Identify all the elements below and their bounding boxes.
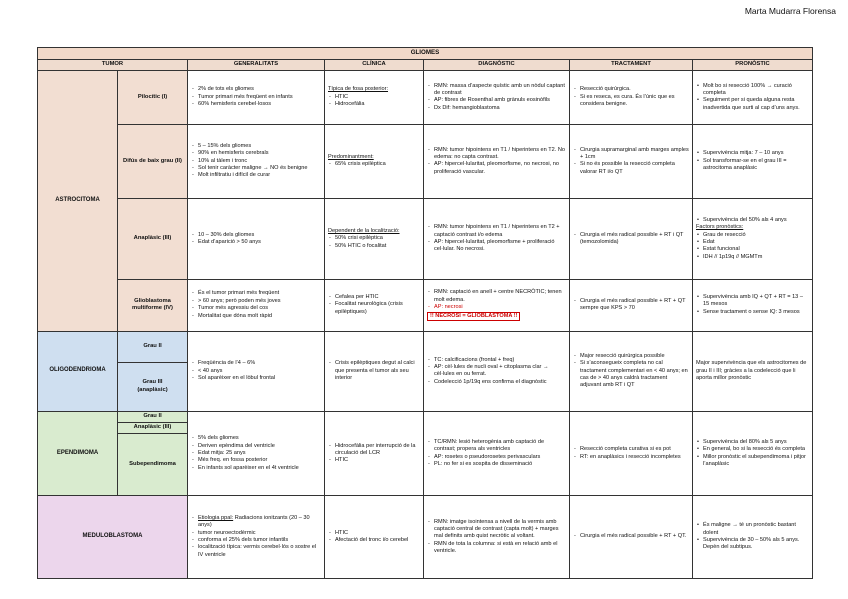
header-generalitats: GENERALITATS (188, 59, 325, 70)
difus-generalitats: - 5 – 15% dels gliomes - 90% en hemisferis cerebrals - 10% al tàlem i tronc - Sol tenir caràcter maligne → NO és benigne - Molt infiltratiu i difícil de curar (188, 124, 325, 198)
glioblastoma-diagnostic: - RMN: captació en anell + centre NECRÒTIC; tenen molt edema. - AP: necrosi !! NECROSI = GLIOBLASTOMA !! (424, 279, 570, 331)
pilocitic-diagnostic: - RMN: massa d’aspecte quístic amb un nòdul captant de contrast - AP: fibres de Rosenthal amb grànuls eosinòfils - Dx Dif: hemangioblastoma (424, 70, 570, 124)
subtype-oligo-grau-iii: Grau III (anaplàsic) (118, 362, 188, 412)
epend-pronostic: • Supervivència del 80% als 5 anys • En general, bo si la resecció és completa • Millor pronòstic el subependimoma i pitjor l’anaplàsic (693, 412, 813, 496)
pilocitic-clinica: Típica de fosa posterior: - HTIC - Hidrocefàlia (325, 70, 424, 124)
epend-clinica: - Hidrocefàlia per interrupció de la circulació del LCR - HTIC (325, 412, 424, 496)
gliomes-table (37, 47, 813, 579)
medulo-generalitats: - Etiologia ppal: Radiacions ionitzants (20 – 30 anys) - tumor neuroectodèrmic - conforma el 25% dels tumor infantils - localització típica: vermis cerebel·lós o sostre el IV ventricle (188, 496, 325, 579)
medulo-clinica: - HTIC - Afectació del tronc i/o cerebel (325, 496, 424, 579)
subtype-epend-grau-ii: Grau II (118, 412, 188, 423)
group-oligodendrioma: OLIGODENDRIOMA (38, 331, 118, 412)
difus-clinica: Predominantment: - 65% crisis epilèptica (325, 124, 424, 198)
anaplasic-diagnostic: - RMN: tumor hipointens en T1 / hiperintens en T2 + captació contrast i/o edema - AP: hipercel·lularitat, pleomorfisme + proliferació cel·lular. No necrosi. (424, 199, 570, 280)
group-meduloblastoma: MEDULOBLASTOMA (38, 496, 188, 579)
difus-pronostic: • Supervivència mitja: 7 – 10 anys • Sol transformar-se en el grau III = astrocitoma anaplàsic (693, 124, 813, 198)
medulo-tractament: - Cirurgia el més radical possible + RT + QT. (570, 496, 693, 579)
subtype-oligo-grau-ii: Grau II (118, 331, 188, 362)
group-astrocitoma: ASTROCITOMA (38, 70, 118, 331)
difus-diagnostic: - RMN: tumor hipointens en T1 / hiperintens en T2. No edema: no capta contrast. - AP: hipercel·lularitat, pleomorfisme, no necrosi, no proliferació vascular. (424, 124, 570, 198)
epend-diagnostic: - TC/RMN: lesió heterogènia amb captació de contrast; propera als ventricles - AP: rosetes o pseudorosetes perivasculars - PL: no fer si es sospita de disseminació (424, 412, 570, 496)
header-tumor: TUMOR (38, 59, 188, 70)
glioblastoma-pronostic: • Supervivència amb IQ + QT + RT = 13 – 15 mesos • Sense tractament o sense IQ: 3 mesos (693, 279, 813, 331)
oligo-clinica: - Crisis epilèptiques degut al calci que presenta el tumor als seu interior (325, 331, 424, 412)
header-clinica: CLÍNICA (325, 59, 424, 70)
header-pronostic: PRONÒSTIC (693, 59, 813, 70)
table-title: GLIOMES (38, 48, 813, 60)
oligo-tractament: - Major resecció quirúrgica possible - Si s’aconsegueix completa no cal tractament complementari en < 40 anys; en cas de > 40 anys caldrà tractament adjuvant amb RT i QT (570, 331, 693, 412)
pilocitic-generalitats: - 2% de tots els gliomes - Tumor primari més freqüent en infants - 60% hemisferis cerebel·losos (188, 70, 325, 124)
necrosi-alert-box: !! NECROSI = GLIOBLASTOMA !! (427, 312, 520, 321)
group-ependimoma: EPENDIMOMA (38, 412, 118, 496)
anaplasic-clinica: Dependent de la localització: - 50% crisi epilèptica - 50% HTIC o focalitat (325, 199, 424, 280)
anaplasic-generalitats: - 10 – 30% dels gliomes - Edat d’aparició > 50 anys (188, 199, 325, 280)
header-tractament: TRACTAMENT (570, 59, 693, 70)
pilocitic-pronostic: • Molt bo si resecció 100% → curació completa • Seguiment per si queda alguna resta inadvertida que surti al cap d’uns anys. (693, 70, 813, 124)
anaplasic-tractament: - Cirurgia el més radical possible + RT i QT (temozolomida) (570, 199, 693, 280)
subtype-pilocitic: Pilocític (I) (118, 70, 188, 124)
subtype-epend-anaplasic: Anaplàsic (III) (118, 423, 188, 434)
glioblastoma-generalitats: - És el tumor primari més freqüent - > 60 anys; però poden més joves - Tumor més agressiu del cos - Mortalitat que dóna molt ràpid (188, 279, 325, 331)
glioblastoma-clinica: - Cefalea per HTIC - Focalitat neurològica (crisis epilèptiques) (325, 279, 424, 331)
subtype-anaplasic: Anaplàsic (III) (118, 199, 188, 280)
anaplasic-pronostic: • Supervivència del 50% als 4 anys Factors pronòstics: • Grau de resecció • Edat • Estat funcional • IDH // 1p19q // MGMTm (693, 199, 813, 280)
epend-generalitats: - 5% dels gliomes - Deriven epèndima del ventricle - Edat mitja: 25 anys - Més freq. en fossa posterior - En infants sol aparèixer en el 4t ventricle (188, 412, 325, 496)
difus-tractament: - Cirurgia supramarginal amb marges amples + 1cm - Si no és possible la resecció completa valorar RT i/o QT (570, 124, 693, 198)
glioblastoma-tractament: - Cirurgia el més radical possible + RT + QT sempre que KPS > 70 (570, 279, 693, 331)
oligo-diagnostic: - TC: calcificacions (frontal + freq) - AP: cèl·lules de nucli oval + citoplasma clar → cèl·lules en ou ferrat. - Codelecció 1p/19q ens confirma el diagnòstic (424, 331, 570, 412)
subtype-subependimoma: Subependimoma (118, 434, 188, 496)
oligo-generalitats: - Freqüència de l’4 – 6% - < 40 anys - Sol aparèixer en el lòbul frontal (188, 331, 325, 412)
subtype-difus: Difús de baix grau (II) (118, 124, 188, 198)
epend-tractament: - Resecció completa curativa si es pot - RT: en anaplàsics i resecció incompletes (570, 412, 693, 496)
medulo-diagnostic: - RMN: imatge isointensa a nivell de la vermis amb captació central de contrast (capta molt) + marges mal definits amb quist necròtic al voltant. - RMN de tota la columna: si està en relació amb el ventricle. (424, 496, 570, 579)
author-name: Marta Mudarra Florensa (744, 6, 836, 16)
pilocitic-tractament: - Resecció quirúrgica. - Si es reseca, es cura. És l’únic que es considera benigne. (570, 70, 693, 124)
header-diagnostic: DIAGNÒSTIC (424, 59, 570, 70)
medulo-pronostic: • És maligne → té un pronòstic bastant dolent • Supervivència de 30 – 50% als 5 anys. Depèn del subtipus. (693, 496, 813, 579)
subtype-glioblastoma: Glioblastoma multiforme (IV) (118, 279, 188, 331)
oligo-pronostic: Major supervivència que els astrocitomes de grau II i III; gràcies a la codelecció que li aporta millor pronòstic (693, 331, 813, 412)
